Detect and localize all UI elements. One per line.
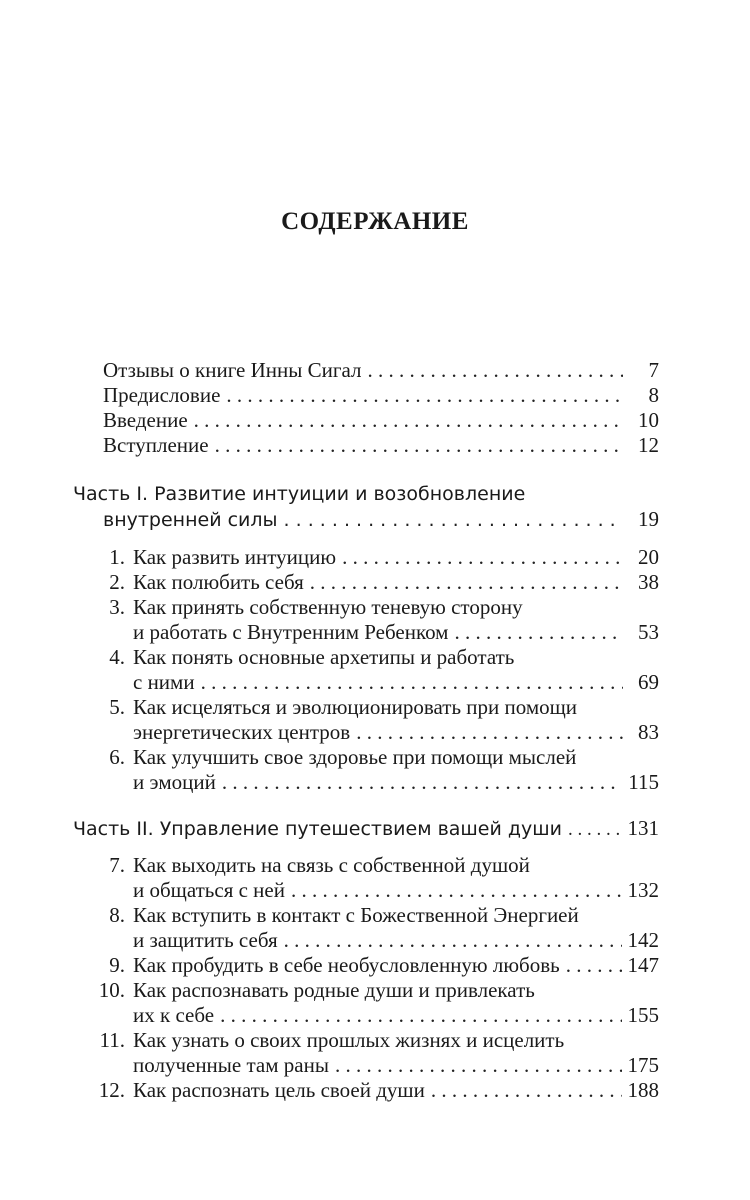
chapter-title-line: Как вступить в контакт с Божественной Энергией (133, 903, 579, 927)
page-number: 8 (648, 383, 659, 407)
chapter-title-line: Как улучшить свое здоровье при помощи мыслей (133, 745, 577, 769)
leader-dots (335, 1053, 622, 1078)
page-number: 175 (627, 1053, 659, 1077)
toc-entry-label: Отзывы о книге Инны Сигал (103, 358, 362, 382)
leader-dots (310, 570, 623, 595)
toc-chapter-1 (95, 545, 659, 570)
leader-dots (201, 670, 623, 695)
leader-dots (367, 358, 623, 383)
leader-dots (291, 878, 622, 903)
chapter-number: 5. (109, 695, 125, 719)
page-number: 7 (648, 358, 659, 382)
leader-dots (431, 1078, 622, 1103)
chapter-title-line: Как выходить на связь с собственной душой (133, 853, 530, 877)
chapter-title-line: и работать с Внутренним Ребенком (133, 620, 449, 644)
page-title: СОДЕРЖАНИЕ (281, 208, 469, 235)
toc-chapter-10 (95, 978, 659, 1028)
toc-entry-foreword (103, 383, 659, 408)
page-number: 131 (627, 816, 659, 840)
page-number: 115 (628, 770, 659, 794)
chapter-title-line: энергетических центров (133, 720, 351, 744)
toc-chapter-3 (95, 595, 659, 645)
page-number: 142 (627, 928, 659, 952)
part-title-line: Часть II. Управление путешествием вашей души (73, 818, 562, 840)
chapter-number: 7. (109, 853, 125, 877)
chapter-number: 9. (109, 953, 125, 977)
chapter-title-line: их к себе (133, 1003, 215, 1027)
toc-chapter-5 (95, 695, 659, 745)
toc-chapter-12 (95, 1078, 659, 1103)
toc-chapter-4 (95, 645, 659, 695)
page-number: 155 (627, 1003, 659, 1027)
toc-chapter-11 (95, 1028, 659, 1078)
chapter-number: 4. (109, 645, 125, 669)
toc-entry-preface (103, 433, 659, 458)
chapter-title-line: Как полюбить себя (133, 570, 304, 594)
chapter-title-line: и защитить себя (133, 928, 278, 952)
toc-chapter-6 (95, 745, 659, 795)
leader-dots (568, 817, 622, 842)
page-number: 19 (638, 507, 659, 531)
leader-dots (284, 508, 623, 533)
chapter-title-line: Как пробудить в себе необусловленную любовь (133, 953, 560, 977)
chapter-title-line: Как понять основные архетипы и работать (133, 645, 515, 669)
toc-entry-introduction (103, 408, 659, 433)
chapter-title-line: Как исцеляться и эволюционировать при помощи (133, 695, 578, 719)
toc-entry-reviews (103, 358, 659, 383)
leader-dots (215, 433, 623, 458)
leader-dots (194, 408, 623, 433)
toc-part-2 (73, 816, 659, 841)
chapter-title-line: Как развить интуицию (133, 545, 337, 569)
chapter-title-line: Как распознавать родные души и привлекать (133, 978, 535, 1002)
page-number: 20 (638, 545, 659, 569)
leader-dots (454, 620, 623, 645)
chapter-number: 2. (109, 570, 125, 594)
chapter-title-line: Как узнать о своих прошлых жизнях и исцелить (133, 1028, 565, 1052)
toc-entry-label: Вступление (103, 433, 209, 457)
toc-entry-label: Введение (103, 408, 188, 432)
leader-dots (220, 1003, 621, 1028)
toc-chapter-9 (95, 953, 659, 978)
chapter-title-line: Как принять собственную теневую сторону (133, 595, 523, 619)
chapter-title-line: с ними (133, 670, 195, 694)
chapter-number: 6. (109, 745, 125, 769)
leader-dots (284, 928, 622, 953)
part-title-line: Часть I. Развитие интуиции и возобновление (73, 483, 526, 505)
chapter-title-line: и общаться с ней (133, 878, 285, 902)
page-number: 38 (638, 570, 659, 594)
leader-dots (342, 545, 623, 570)
chapter-title-line: полученные там раны (133, 1053, 329, 1077)
toc-chapter-2 (95, 570, 659, 595)
chapter-number: 3. (109, 595, 125, 619)
page-number: 83 (638, 720, 659, 744)
leader-dots (226, 383, 623, 408)
chapter-number: 10. (98, 978, 125, 1002)
leader-dots (566, 953, 622, 978)
chapter-number: 1. (109, 545, 125, 569)
page-number: 69 (638, 670, 659, 694)
page-number: 132 (627, 878, 659, 902)
page-number: 10 (638, 408, 659, 432)
page-number: 53 (638, 620, 659, 644)
page-number: 188 (627, 1078, 659, 1102)
chapter-number: 11. (99, 1028, 125, 1052)
chapter-number: 12. (98, 1078, 125, 1102)
chapter-title-line: Как распознать цель своей души (133, 1078, 425, 1102)
chapter-title-line: и эмоций (133, 770, 216, 794)
part-title-line: внутренней силы (103, 509, 278, 531)
toc-chapter-8 (95, 903, 659, 953)
page-number: 12 (638, 433, 659, 457)
leader-dots (356, 720, 623, 745)
chapter-number: 8. (109, 903, 125, 927)
toc-part-1 (73, 482, 659, 532)
toc-chapter-7 (95, 853, 659, 903)
page-number: 147 (627, 953, 659, 977)
leader-dots (222, 770, 622, 795)
toc-entry-label: Предисловие (103, 383, 221, 407)
